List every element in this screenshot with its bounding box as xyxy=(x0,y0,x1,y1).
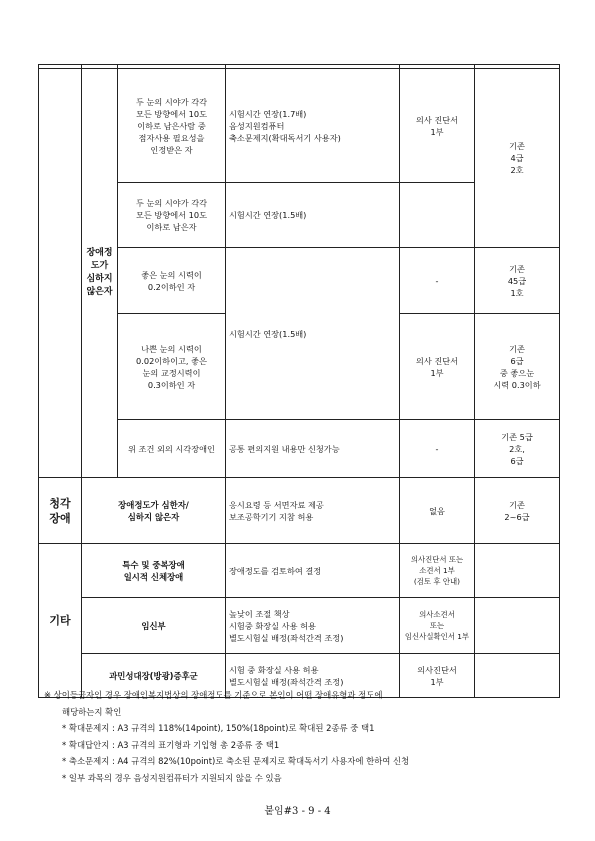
docs-cell: 의사진단서 1부 xyxy=(400,654,475,698)
condition-cell: 위 조건 외의 시각장애인 xyxy=(118,420,226,478)
note-cell-empty xyxy=(475,544,560,598)
support-cell: 시험시간 연장(1.5배) xyxy=(226,183,400,248)
docs-cell: 의사소견서 또는 임신사실확인서 1부 xyxy=(400,598,475,654)
support-cell: 높낮이 조절 책상 시험중 화장실 사용 허용 별도시험실 배정(좌석간격 조정) xyxy=(226,598,400,654)
docs-cell-empty xyxy=(400,183,475,248)
support-cell: 시험시간 연장(1.7배) 음성지원컴퓨터 축소문제지(확대독서기 사용자) xyxy=(226,69,400,183)
note-cell: 기존 4급 2호 xyxy=(475,69,560,248)
note-cell-empty xyxy=(475,598,560,654)
hearing-category-label: 청각 장애 xyxy=(39,478,82,544)
condition-cell: 두 눈의 시야가 각각 모든 방향에서 10도 이하로 남은자 xyxy=(118,183,226,248)
table-row xyxy=(39,248,560,314)
table-row xyxy=(39,544,560,598)
condition-cell: 좋은 눈의 시력이 0.2이하인 자 xyxy=(118,248,226,314)
support-cell: 시험 중 화장실 사용 허용 별도시험실 배정(좌석간격 조정) xyxy=(226,654,400,698)
condition-cell: 장애정도가 심한자/ 심하지 않은자 xyxy=(82,478,226,544)
condition-cell: 두 눈의 시야가 각각 모든 방향에서 10도 이하로 남은사람 중 점자사용 필요성을 인정받은 자 xyxy=(118,69,226,183)
docs-cell: 없음 xyxy=(400,478,475,544)
note-main-line: ※ 상이등급자인 경우 장애인복지법상의 장애정도를 기준으로 본인이 어떤 장애유형과 정도에 xyxy=(44,690,383,700)
docs-cell: 의사진단서 또는 소견서 1부 (검토 후 안내) xyxy=(400,544,475,598)
support-cell: 시험시간 연장(1.5배) xyxy=(226,248,400,420)
notes-section xyxy=(44,687,564,786)
condition-cell: 임신부 xyxy=(82,598,226,654)
visual-category-blank xyxy=(39,69,82,478)
note-cell: 기존 5급 2호, 6급 xyxy=(475,420,560,478)
table-row xyxy=(39,598,560,654)
condition-cell: 특수 및 중복장애 일시적 신체장애 xyxy=(82,544,226,598)
note-bullet: * 확대문제지 : A3 규격의 118%(14point), 150%(18point)로 확대된 2종류 중 택1 xyxy=(62,723,375,733)
note-main-line: 해당하는지 확인 xyxy=(62,706,122,717)
note-cell: 기존 45급 1호 xyxy=(475,248,560,314)
support-cell: 공통 편의지원 내용만 신청가능 xyxy=(226,420,400,478)
table-row xyxy=(39,420,560,478)
note-bullet: * 축소문제지 : A4 규격의 82%(10point)로 축소된 문제지로 확대독서기 사용자에 한하여 신청 xyxy=(62,756,410,766)
support-cell: 응시요령 등 서면자료 제공 보조공학기기 지참 허용 xyxy=(226,478,400,544)
note-cell: 기존 2~6급 xyxy=(475,478,560,544)
other-category-label: 기타 xyxy=(39,544,82,698)
visual-severity-label: 장애정 도가 심하지 않은자 xyxy=(82,69,118,478)
table-row xyxy=(39,69,560,183)
note-cell: 기존 6급 중 좋으눈 시력 0.3이하 xyxy=(475,314,560,420)
support-cell: 장애정도를 검토하여 결정 xyxy=(226,544,400,598)
condition-cell: 나쁜 눈의 시력이 0.02이하이고, 좋은 눈의 교정시력이 0.3이하인 자 xyxy=(118,314,226,420)
docs-cell: - xyxy=(400,248,475,314)
docs-cell: - xyxy=(400,420,475,478)
condition-cell: 과민성대장(방광)증후군 xyxy=(82,654,226,698)
note-bullet: * 일부 과목의 경우 음성지원컴퓨터가 지원되지 않을 수 있음 xyxy=(62,772,282,783)
table-row xyxy=(39,478,560,544)
docs-cell: 의사 진단서 1부 xyxy=(400,314,475,420)
docs-cell: 의사 진단서 1부 xyxy=(400,69,475,183)
accommodation-table xyxy=(38,64,560,698)
note-bullet: * 확대답안지 : A3 규격의 표기형과 기입형 총 2종류 중 택1 xyxy=(62,739,280,750)
page-number: 붙임#3 - 9 - 4 xyxy=(264,806,331,817)
